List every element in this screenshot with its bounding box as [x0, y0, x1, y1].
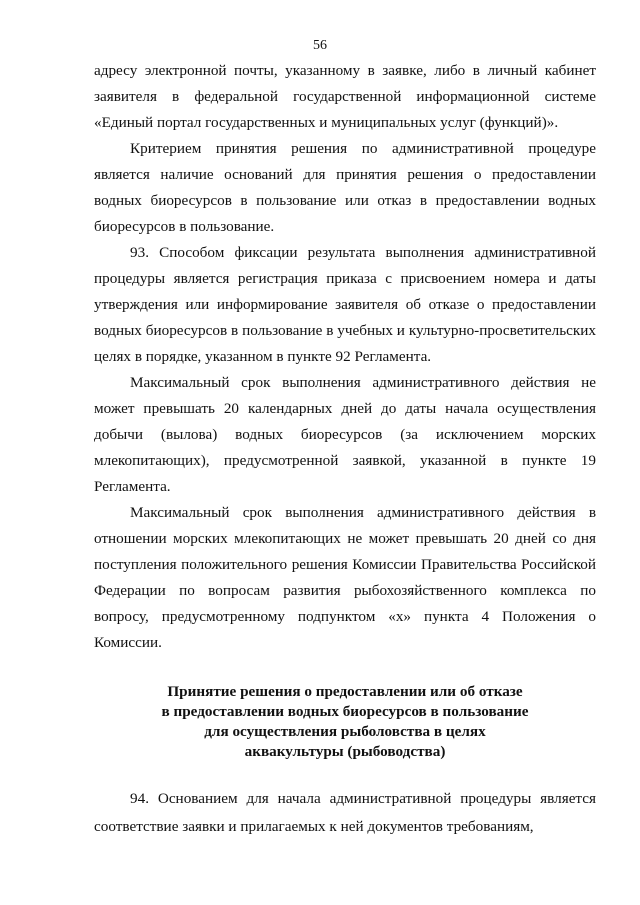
text-line: процедуры является регистрация приказа с присвоением номера и даты	[94, 270, 596, 287]
paragraph-1	[94, 58, 596, 136]
text-line: может превышать 20 календарных дней до даты начала осуществления	[94, 400, 596, 417]
text-line: Максимальный срок выполнения административного действия в	[130, 504, 596, 521]
heading-line: в предоставлении водных биоресурсов в пользование	[161, 703, 529, 720]
paragraph-3	[94, 240, 596, 370]
text-line: Максимальный срок выполнения административного действия не	[130, 374, 596, 391]
text-line: является наличие оснований для принятия решения о предоставлении водных	[94, 166, 596, 209]
heading-line: аквакультуры (рыбоводства)	[244, 743, 446, 760]
section-heading	[94, 682, 596, 762]
text-line: утверждения или информирование заявителя об отказе о предоставлении	[94, 296, 596, 313]
text-line: млекопитающих), предусмотренной заявкой, указанной в пункте 19	[94, 452, 596, 469]
text-line: водных биоресурсов в пользование в учебных и культурно-просветительских	[94, 322, 596, 339]
text-line: биоресурсов в пользование или отказ в предоставлении водных биоресурсов	[94, 192, 597, 235]
text-line: отношении морских млекопитающих не может превышать 20 дней со дня	[94, 530, 596, 547]
body-text	[94, 58, 596, 656]
paragraph-4	[94, 370, 596, 500]
heading-line: для осуществления рыболовства в целях	[204, 723, 486, 740]
paragraph-5	[94, 500, 596, 656]
text-line: адресу электронной почты, указанному в заявке, либо в личный кабинет	[94, 62, 596, 79]
text-line: предусмотренному подпунктом «х» пункта 4 Положения о Комиссии.	[94, 608, 597, 651]
paragraph-2	[94, 136, 596, 240]
text-line: целях в порядке, указанном в пункте 92 Регламента.	[94, 348, 432, 365]
text-line: поступления положительного решения Комиссии Правительства Российской	[94, 556, 596, 573]
text-line: 93. Способом фиксации результата выполнения административной	[130, 244, 596, 261]
paragraph-94	[94, 785, 596, 841]
page-number: 56	[313, 38, 327, 53]
text-line: Регламента.	[94, 478, 171, 495]
text-line: 94. Основанием для начала административной процедуры является	[130, 790, 596, 807]
text-line: соответствие заявки и прилагаемых к ней документов требованиям,	[94, 818, 534, 835]
final-paragraph-block	[94, 785, 596, 841]
text-line: заявителя в федеральной государственной информационной системе	[94, 88, 596, 105]
text-line: Федерации по вопросам развития рыбохозяйственного комплекса по вопросу,	[94, 582, 596, 625]
text-line: «Единый портал государственных и муниципальных услуг (функций)».	[94, 114, 559, 131]
text-line: в пользование.	[179, 218, 275, 235]
text-line: добычи (вылова) водных биоресурсов (за исключением морских	[94, 426, 596, 443]
text-line: Критерием принятия решения по административной процедуре	[130, 140, 596, 157]
heading-line: Принятие решения о предоставлении или об отказе	[167, 683, 523, 700]
